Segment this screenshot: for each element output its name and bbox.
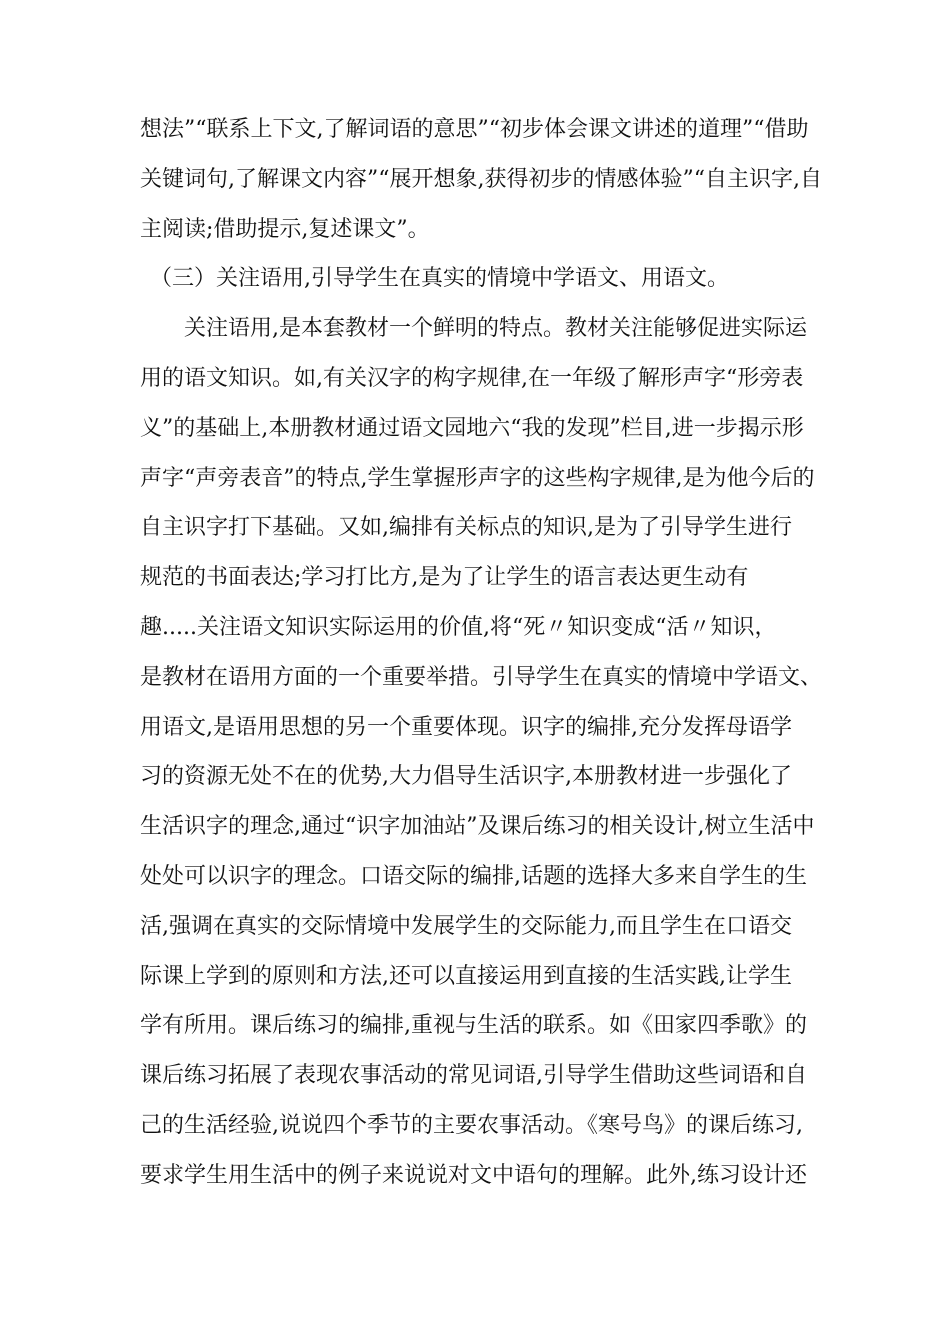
body-text xyxy=(140,105,840,1201)
text-line: 课后练习拓展了表现农事活动的常见词语,引导学生借助这些词语和自 xyxy=(140,1063,807,1089)
text-line: 用的语文知识。如,有关汉字的构字规律,在一年级了解形声字“形旁表 xyxy=(140,365,804,391)
text-line: 要求学生用生活中的例子来说说对文中语句的理解。此外,练习设计还 xyxy=(140,1162,807,1188)
text-line: 活,强调在真实的交际情境中发展学生的交际能力,而且学生在口语交 xyxy=(140,913,792,939)
text-line: 处处可以识字的理念。口语交际的编排,话题的选择大多来自学生的生 xyxy=(140,863,807,889)
section-heading: （三）关注语用,引导学生在真实的情境中学语文、用语文。 xyxy=(150,266,729,292)
text-line: 规范的书面表达;学习打比方,是为了让学生的语言表达更生动有 xyxy=(140,565,749,591)
text-line: 趣.....关注语文知识实际运用的价值,将“死〃知识变成“活〃知识， xyxy=(140,614,777,640)
text-line: 声字“声旁表音”的特点,学生掌握形声字的这些构字规律,是为他今后的 xyxy=(140,465,815,491)
text-line: 主阅读;借助提示,复述课文”。 xyxy=(140,216,430,242)
text-line: 用语文,是语用思想的另一个重要体现。识字的编排,充分发挥母语学 xyxy=(140,714,792,740)
text-line: 际课上学到的原则和方法,还可以直接运用到直接的生活实践,让学生 xyxy=(140,963,792,989)
text-line: 学有所用。课后练习的编排,重视与生活的联系。如《田家四季歌》的 xyxy=(140,1013,807,1039)
text-line: 义”的基础上,本册教材通过语文园地六“我的发现”栏目,进一步揭示形 xyxy=(140,415,804,441)
text-line: 关注语用,是本套教材一个鲜明的特点。教材关注能够促进实际运 xyxy=(140,316,807,342)
text-line: 习的资源无处不在的优势,大力倡导生活识字,本册教材进一步强化了 xyxy=(140,764,792,790)
text-line: 自主识字打下基础。又如,编排有关标点的知识,是为了引导学生进行 xyxy=(140,515,792,541)
text-line: 生活识字的理念,通过“识字加油站”及课后练习的相关设计,树立生活中 xyxy=(140,814,815,840)
text-line: 关键词句,了解课文内容”“展开想象,获得初步的情感体验”“自主识字,自 xyxy=(140,166,822,192)
text-line: 是教材在语用方面的一个重要举措。引导学生在真实的情境中学语文、 xyxy=(140,664,823,690)
text-line: 想法”“联系上下文,了解词语的意思”“初步体会课文讲述的道理”“借助 xyxy=(140,117,809,142)
text-line: 己的生活经验,说说四个季节的主要农事活动。《寒号鸟》的课后练习, xyxy=(140,1112,803,1138)
